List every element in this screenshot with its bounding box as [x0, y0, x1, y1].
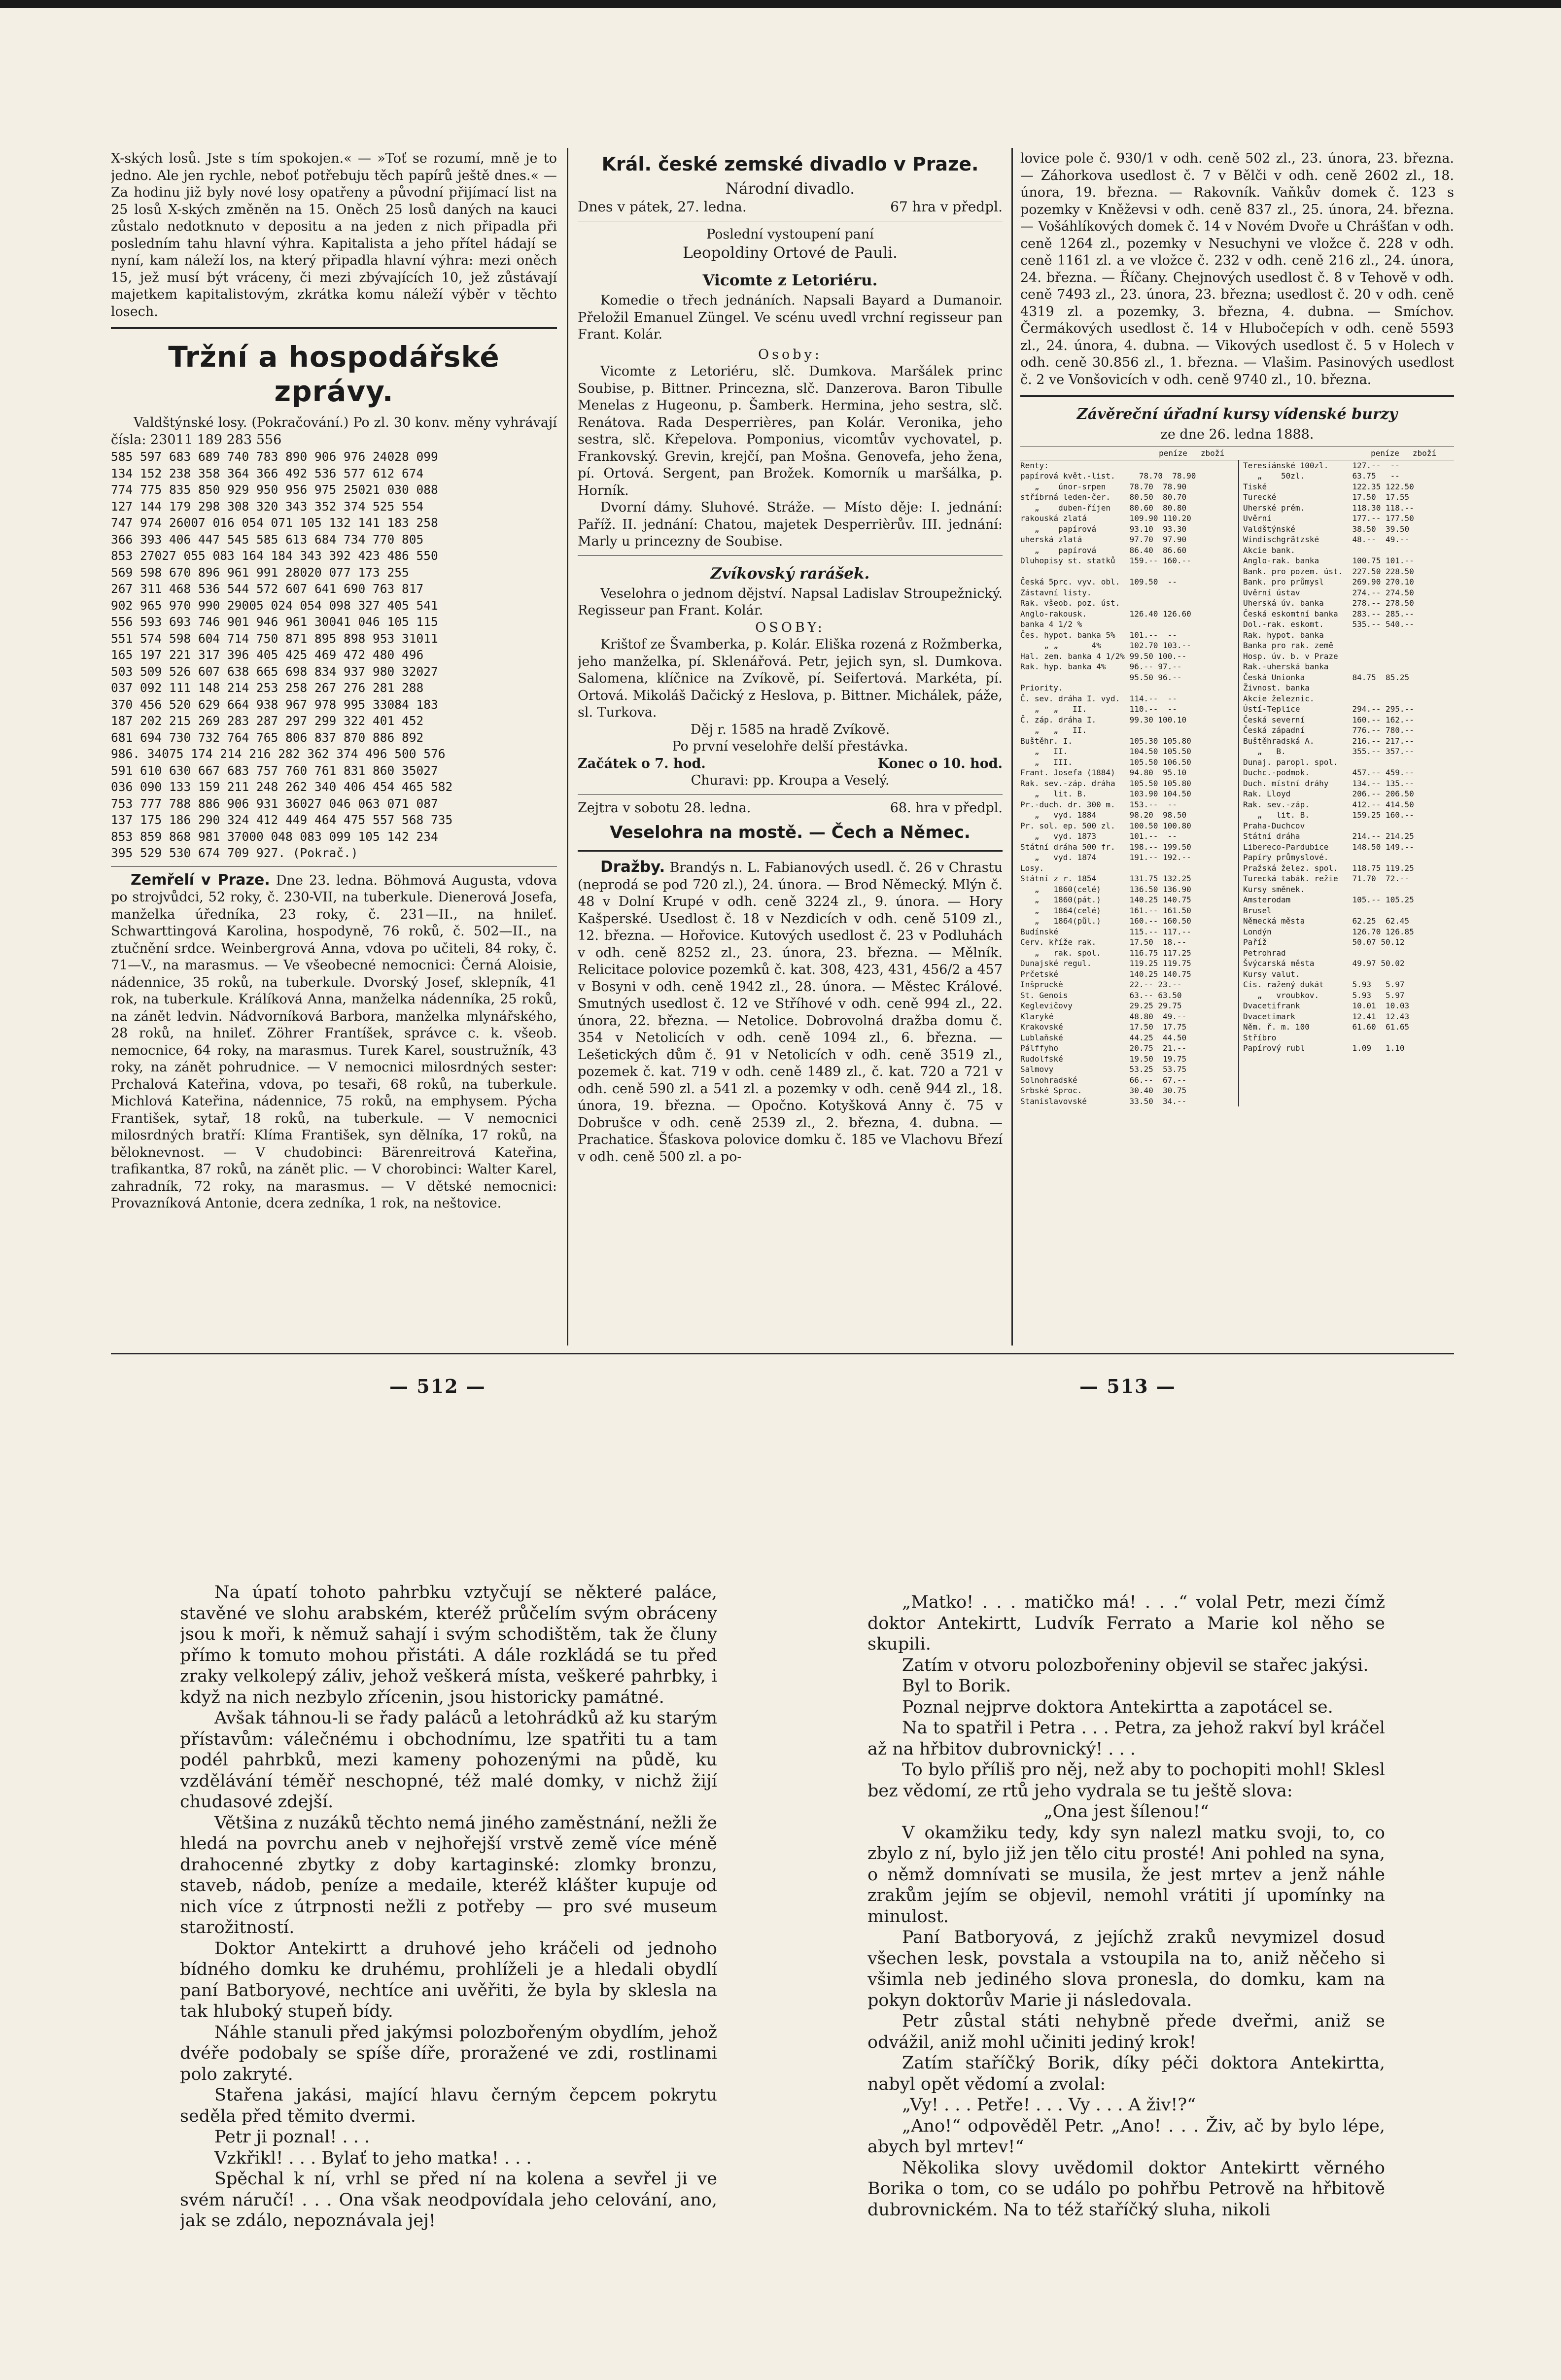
novel-paragraph: Petr zůstal státi nehybně přede dveřmi, aniž se odvážil, aniž mohl učiniti jediný krok! [867, 2011, 1385, 2052]
play-1-title: Vicomte z Letoriéru. [702, 272, 878, 289]
theatre-title: Král. české zemské divadlo v Praze. [601, 153, 979, 175]
column-rule-1 [567, 148, 568, 1345]
performance-date: Dnes v pátek, 27. ledna. [578, 199, 747, 215]
deaths-text: Dne 23. ledna. Böhmová Augusta, vdova po strojvůdci, 52 roky, č. 230-VII, na tuberkule. Dienerová Josefa, manželka úředníka, 23 roky, č. 231—II., na hnileť. Schwarttingová Karolina, hospodyně, 76 roků, č. 502—II., na ztučnění srdce. Weinbergrová Anna, vdova po učiteli, 84 roky, č. 71—V., na marasmus. — Ve všeobecné nemocnici: Černá Aloisie, nádennice, 35 roků, na tuberkule. Dvorský Josef, sklepník, 41 rok, na tuberkule. Králíková Anna, manželka nádenníka, 25 roků, na zánět ledvin. Nádvorníková Barbora, manželka mlynářského, 28 roků, na hnileť. Zöhrer Frantíšek, správce c. k. všeob. nemocnice, 64 roky, na marasmus. Turek Karel, soustružník, 43 roky, na zánět pohrudnice. — V nemocnici milosrdných sester: Prchalová Kateřina, vdova, po tesaři, 68 roků, na tuberkule. Michlová Kateřina, nádennice, 75 roků, na emphysem. Pýcha František, sytař, 18 roků, na tuberkule. — V nemocnici milosrdných bratří: Klíma František, syn dělníka, 17 roků, na běloknevnost. — V chudobinci: Bärenreitrová Kateřina, trafikantka, 87 roků, na zánět plic. — V chorobinci: Walter Karel, zahradník, 72 roky, na marasmus. — V dětské nemocnici: Provazníková Antonie, dcera zedníka, 1 rok, na neštovice. [111, 872, 557, 1211]
play-1-cast: Vicomte z Letoriéru, slč. Dumkova. Maršálek princ Soubise, p. Bittner. Princezna, slč. Danzerova. Baron Tibulle Menelas z Hugeonu, p. Šamberk. Hermina, jeho sestra, slč. Renátova. Rada Desperrières, pan Kolár. Veronika, jeho sestra, slč. Křepelova. Pomponius, vicomtův vychovatel, p. Frankovský. Grevin, krejčí, pan Mošna. Genovefa, jeho žena, pí. Ortová. Sergent, pan Brožek. Komorník u maršálka, p. Horník. [578, 364, 1003, 498]
last-performance: Poslední vystoupení paní [706, 226, 874, 242]
novel-paragraph: „Ano!“ odpověděl Petr. „Ano! . . . Živ, ač by bylo lépe, abych byl mrtev!“ [867, 2116, 1385, 2157]
market-news-title: Tržní a hospodářské zprávy. [168, 340, 500, 408]
col-goods-header: zboží [1200, 448, 1225, 458]
exchange-rates-date: ze dne 26. ledna 1888. [1160, 427, 1314, 442]
lottery-numbers: 585 597 683 689 740 783 890 906 976 24028 099 134 152 238 358 364 366 492 536 577 612 674 774 775 835 850 929 950 956 975 25021 030 088 127 144 179 298 308 320 343 352 374 525 554 747 974 26007 016 054 071 105 132 141 183 258 366 393 406 447 545 585 613 684 734 770 805 853 27027 055 083 164 184 343 392 423 486 550 569 598 670 896 961 991 28020 077 173 255 267 311 468 536 544 572 607 641 690 763 817 902 965 970 990 29005 024 054 098 327 405 541 556 593 693 746 901 946 961 30041 046 105 115 551 574 598 604 714 750 871 895 898 953 31011 165 197 221 317 396 405 425 469 472 480 496 503 509 526 607 638 665 698 834 937 980 32027 037 092 111 148 214 253 258 267 276 281 288 370 456 520 629 664 938 967 978 995 33084 183 187 202 215 269 283 287 297 299 322 401 452 681 694 730 732 764 765 806 837 870 886 892 986. 34075 174 214 216 282 362 374 496 500 576 591 610 630 667 683 757 760 761 831 860 35027 036 090 133 159 211 248 262 340 406 454 465 582 753 777 788 886 906 931 36027 046 063 071 087 137 175 186 290 324 412 449 464 475 557 568 735 853 859 868 981 37000 048 083 099 105 142 234 395 529 530 674 709 927. (Pokrač.) [111, 449, 453, 860]
novel-paragraph: „Vy! . . . Petře! . . . Vy . . . A živ!?“ [902, 2095, 1196, 2115]
divider [111, 866, 557, 867]
col-money-header-2: peníze [1371, 448, 1399, 458]
novel-paragraph: „Matko! . . . matičko má! . . .“ volal Petr, mezi čímž doktor Antekirtt, Ludvík Ferrato a Marie kol něho se skupili. [867, 1592, 1385, 1654]
novel-paragraph: Stařena jakási, mající hlavu černým čepcem pokrytu seděla před těmito dvermi. [180, 2085, 717, 2126]
novel-paragraph: Petr ji poznal! . . . [214, 2127, 370, 2147]
play-2-setting: Děj r. 1585 na hradě Zvíkově. [690, 722, 890, 737]
page-number-right: — 513 — [1079, 1375, 1176, 1397]
auctions-continued: lovice pole č. 930/1 v odh. ceně 502 zl., 23. února, 23. března. — Záhorkova usedlost č. 7 v Bělči v odh. ceně 2602 zl., 18. února, 19. března. — Rakovník. Vaňkův domek č. 123 s pozemky v Kněževsi v odh. ceně 837 zl., 25. února, 24. března. — Vošáhlíkových domek č. 14 v Novém Dvoře u Chrášťan v odh. ceně 1264 zl., pozemky v Nesuchyni ve vložce č. 228 v odh. ceně 1161 zl. a ve vložce č. 232 v odh. ceně 216 zl., 24. února, 24. března. — Říčany. Chejnových usedlost č. 8 v Tehově v odh. ceně 7493 zl., 23. února, 23. března; usedlost č. 20 v odh. ceně 4319 zl. a pozemky, 3. března, 4. dubna. — Smíchov. Čermákových usedlost č. 14 v Hlubočepích v odh. ceně 5593 zl., 24. února, 4. dubna. — Vikových usedlost č. 5 v Holech v odh. ceně 30.856 zl., 1. března. — Vlašim. Pasinových usedlost č. 2 ve Vonšovicích v odh. ceně 9740 zl., 10. března. [1020, 151, 1454, 387]
novel-paragraph: Zatím staříčký Borik, díky péči doktora Antekirtta, nabyl opět vědomí a zvolal: [867, 2053, 1385, 2094]
col-goods-header-2: zboží [1412, 448, 1437, 458]
novel-paragraph: Na to spatřil i Petra . . . Petra, za jehož rakví byl kráčel až na hřbitov dubrovnický! . . . [867, 1718, 1385, 1759]
novel-paragraph: Paní Batboryová, z jejíchž zraků nevymizel dosud všechen lesk, povstala a vstoupila na to, aniž něčeho si všimla neb jediného slova pronesla, do domku, kam na pokyn doktorův Marie ji následovala. [867, 1928, 1385, 2010]
divider [578, 794, 1003, 795]
column-rule-2 [1011, 148, 1013, 1345]
lottery-intro: Valdštýnské losy. (Pokračování.) Po zl. 30 konv. měny vyhrávají čísla: 23011 189 283 556 [111, 415, 557, 448]
tomorrow-subscription: 68. hra v předpl. [890, 800, 1003, 816]
rates-table-left: Renty: papírová květ.-list. 78.70 78.90 „ únor-srpen 78.70 78.90 stříbrná leden-čer. 80.50 80.70 „ duben-říjen 80.60 80.80 rakouská zlatá 109.90 110.20 „ papírová 93.10 93.30 uherská zlatá 97.70 97.90 „ papírová 86.40 86.60 Dluhopisy st. statků 159.-- 160.-- Česká 5prc. vyv. obl. 109.50 -- Zástavní listy. Rak. všeob. poz. úst. Anglo-rakousk. 126.40 126.60 banka 4 1/2 % Čes. hypot. banka 5% 101.-- -- „ „ 4% 102.70 103.-- Hal. zem. banka 4 1/2% 99.50 100.-- Rak. hyp. banka 4% 96.-- 97.-- 95.50 96.-- Priority. Č. sev. dráha I. vyd. 114.-- -- „ „ II. 110.-- -- Č. záp. dráha I. 99.30 100.10 „ „ II. Buštěhr. I. 105.30 105.80 „ II. 104.50 105.50 „ III. 105.50 106.50 Frant. Josefa (1884) 94.80 95.10 Rak. sev.-záp. dráha 105.50 105.80 „ lit. B. 103.90 104.50 Pr.-duch. dr. 300 m. 153.-- -- „ vyd. 1884 98.20 98.50 Pr. sol. ep. 500 zl. 100.50 100.80 „ vyd. 1873 101.-- -- Státní dráha 500 fr. 198.-- 199.50 „ vyd. 1874 191.-- 192.-- Losy. Státní z r. 1854 131.75 132.25 „ 1860(celé) 136.50 136.90 „ 1860(pát.) 140.25 140.75 „ 1864(celé) 161.-- 161.50 „ 1864(půl.) 160.-- 160.50 Budínské 115.-- 117.-- Cerv. kříže rak. 17.50 18.-- „ rak. spol. 116.75 117.25 Dunajské regul. 119.25 119.75 Prčetské 140.25 140.75 Inšpruckė 22.-- 23.-- St. Genois 63.-- 63.50 Keglevičovy 29.25 29.75 Klaryké 48.80 49.-- Krakovské 17.50 17.75 Lublaňské 44.25 44.50 Pálffyho 20.75 21.-- Rudolfské 19.50 19.75 Salmovy 53.25 53.75 Solnohradské 66.-- 67.-- Srbské Sproc. 30.40 30.75 Stanislavovské 33.50 34.-- [1020, 460, 1196, 1106]
column-1 [111, 150, 557, 1338]
novel-paragraph: Byl to Borik. [902, 1676, 1011, 1696]
novel-paragraph: Vzkřikl! . . . Bylať to jeho matka! . . . [214, 2148, 532, 2168]
novel-paragraph: Zatím v otvoru polozbořeniny objevil se stařec jakýsi. [902, 1655, 1369, 1675]
novel-paragraph: To bylo příliš pro něj, než aby to pochopiti mohl! Sklesl bez vědomí, ze rtů jeho vydrala se tu ještě slova: [867, 1760, 1385, 1801]
novel-paragraph: Poznal nejprve doktora Antekirtta a zapotácel se. [902, 1697, 1333, 1717]
column-2 [578, 150, 1003, 1338]
play-1-setting: Dvorní dámy. Sluhové. Stráže. — Místo děje: I. jednání: Paříž. II. jednání: Chatou, majetek Desperrièrův. III. jednání: Marly u princezny de Soubise. [578, 500, 1003, 549]
novel-paragraph: Doktor Antekirtt a druhové jeho kráčeli od jednoho bídného domku ke druhému, prohlíželi je a hledali obydlí paní Batboryové, nechtíce ani uvěřiti, že byla by sklesla na tak hluboký stupeň bídy. [180, 1938, 717, 2021]
auctions-text: Brandýs n. L. Fabianových usedl. č. 26 v Chrastu (neprodá se pod 720 zl.), 24. února. — Brod Německý. Mlýn č. 48 v Dolní Krupé v odh. ceně 3224 zl., 9. února. — Hory Kašperské. Usedlost č. 18 v Nezdicích v odh. ceně 5109 zl., 12. března. — Hořovice. Kutových usedlost č. 23 v Podluhách v odh. ceně 8252 zl., 23. února, 23. března. — Mělník. Relicitace polovice pozemků č. kat. 308, 423, 431, 456/2 a 457 v Bosyni v odh. ceně 1942 zl., 28. února. — Městec Králové. Smutných usedlost č. 12 ve Stříhové v odh. ceně 994 zl., 22. února, 22. března. — Netolice. Dobrovolná dražba domu č. 354 v Netolicích v odh. ceně 1094 zl., 6. března. — Lešetických dům č. 91 v Netolicích v odh. ceně 3519 zl., pozemek č. kat. 719 v odh. ceně 1489 zl., č. kat. 720 a 721 v odh. ceně 590 zl. a 541 zl. a pozemky v odh. ceně 944 zl., 18. února, 19. března. — Opočno. Kotyšková Anny č. 75 v Dobrušce v odh. ceně 2539 zl., 2. března, 4. dubna. — Prachatice. Šťaskova polovice domku č. 185 ve Vlachovu Březí v odh. ceně 500 zl. a po- [578, 860, 1003, 1165]
cast-label: Osoby: [758, 346, 822, 362]
novel-paragraph: V okamžiku tedy, kdy syn nalezl matku svoji, to, co zbylo z ní, bylo již jen tělo citu prosté! Ani pohled na syna, o němž domnívati se musila, že jest mrtev a jenž náhle zrakům jejím se objevil, nemohl vrátiti jí upomínky na minulost. [867, 1823, 1385, 1927]
end-time: Konec o 10. hod. [877, 756, 1003, 771]
novel-paragraph: Většina z nuzáků těchto nemá jiného zaměstnání, nežli že hledá na povrchu aneb v nejhořejší vrstvě země více méně drahocenné zbytky z doby kartaginské: zlomky bronzu, staveb, nádob, peníze a medaile, kteréž klášter kupuje od nich více z útrpnosti nežli z potřeby — pro své museum starožitností. [180, 1813, 717, 1937]
play-2-title: Zvíkovský rarášek. [710, 564, 870, 583]
theatre-subtitle: Národní divadlo. [725, 180, 855, 198]
rates-header [1020, 447, 1454, 460]
novel-paragraph: Na úpatí tohoto pahrbku vztyčují se některé paláce, stavěné ve slohu arabském, kteréž průčelím svým obráceny jsou k moři, k němuž sahají i svým schodištěm, tak že čluny přímo k tomuto mohou přistáti. A dále rozkládá se tu před zraky velkolepý záliv, jehož veškerá místa, veškeré pahrbky, i když na nich nezbylo zřícenin, jsou historicky památné. [180, 1583, 717, 1707]
subscription-number: 67 hra v předpl. [890, 199, 1003, 215]
ushers: Churavi: pp. Kroupa a Veselý. [691, 773, 890, 788]
novel-paragraph: „Ona jest šílenou!“ [1043, 1802, 1209, 1822]
cast-label-2: OSOBY: [755, 620, 825, 635]
rates-table-right: Teresiánské 100zl. 127.-- -- „ 50zl. 63.75 -- Tiské 122.35 122.50 Turecké 17.50 17.55 Uherské prém. 118.30 118.-- Uvěrní 177.-- 177.50 Valdštýnské 38.50 39.50 Windischgrätzské 48.-- 49.-- Akcie bank. Anglo-rak. banka 100.75 101.-- Bank. pro pozem. úst. 227.50 228.50 Bank. pro průmysl 269.90 270.10 Uvěrní ústav 274.-- 274.50 Uherská úv. banka 278.-- 278.50 Česká eskomtní banka 283.-- 285.-- Dol.-rak. eskomt. 535.-- 540.-- Rak. hypot. banka Banka pro rak. země Hosp. úv. b. v Praze Rak.-uherská banka Česká Unionka 84.75 85.25 Živnost. banka Akcie železnic. Ústí-Teplice 294.-- 295.-- Česká severní 160.-- 162.-- Česká západní 776.-- 780.-- Buštěhradská A. 216.-- 217.-- „ B. 355.-- 357.-- Dunaj. paropl. spol. Duchc.-podmok. 457.-- 459.-- Duch. místní dráhy 134.-- 135.-- Rak. Lloyd 206.-- 206.50 Rak. sev.-záp. 412.-- 414.50 „ lit. B. 159.25 160.-- Praha-Duchcov Státní dráha 214.-- 214.25 Libereco-Pardubice 148.50 149.-- Papíry průmyslové. Pražská želez. spol. 118.75 119.25 Turecká tabák. režie 71.70 72.-- Kursy směnek. Amsterodam 105.-- 105.25 Brusel Německá města 62.25 62.45 Londýn 126.70 126.85 Paříž 50.07 50.12 Petrohrad Švýcarská města 49.97 50.02 Kursy valut. Cís. ražený dukát 5.93 5.97 „ vroubkov. 5.93 5.97 Dvacetifrank 10.01 10.03 Dvacetimark 12.41 12.43 Něm. ř. m. 100 61.60 61.65 Stříbro Papírový rubl 1.09 1.10 [1243, 460, 1414, 1053]
divider [578, 850, 1003, 852]
divider [578, 555, 1003, 556]
play-2-description: Veselohra o jednom dějství. Napsal Ladislav Stroupežnický. Regisseur pan Frant. Kolár. [578, 586, 1003, 618]
tomorrow-date: Zejtra v sobotu 28. ledna. [578, 800, 751, 816]
novel-column-left [180, 1582, 717, 2297]
novel-paragraph: Několika slovy uvědomil doktor Antekirtt věrného Borika o tom, co se událo po pohřbu Petrově na hřbitově dubrovnickém. Na to též staříčký sluha, nikoli [867, 2158, 1385, 2220]
column-3 [1020, 150, 1454, 1338]
tomorrow-play: Veselohra na mostě. — Čech a Němec. [610, 823, 971, 842]
divider [1020, 395, 1454, 397]
play-1-description: Komedie o třech jednáních. Napsali Bayard a Dumanoir. Přeložil Emanuel Züngel. Ve scénu uvedl vrchní regisseur pan Frant. Kolár. [578, 293, 1003, 342]
deaths-title: Zemřelí v Praze. [131, 871, 270, 889]
page-fold-rule [111, 1353, 1454, 1354]
page-number-left: — 512 — [389, 1375, 486, 1397]
play-2-cast: Krištof ze Švamberka, p. Kolár. Eliška rozená z Rožmberka, jeho manželka, pí. Sklenářová. Petr, jejich syn, sl. Dumkova. Salomena, klíčnice na Zvíkově, pí. Seifertová. Markéta, pí. Ortová. Mikoláš Dačický z Heslova, p. Bittner. Michálek, páže, sl. Turkova. [578, 637, 1003, 720]
novel-paragraph: Spěchal k ní, vrhl se před ní na kolena a sevřel ji ve svém náručí! . . . Ona však neodpovídala jeho celování, ano, jak se zdálo, nepoznávala jej! [180, 2169, 717, 2231]
auctions-label: Dražby. [600, 858, 665, 876]
divider [111, 327, 557, 329]
top-edge [0, 0, 1561, 8]
intermission-note: Po první veselohře delší přestávka. [672, 739, 908, 754]
start-time: Začátek o 7. hod. [578, 756, 706, 771]
novel-paragraph: Náhle stanuli před jakýmsi polozbořeným obydlím, jehož dvéře podobaly se spíše díře, proražené ve zdi, rostlinami polo zakryté. [180, 2022, 717, 2084]
novel-column-right [867, 1592, 1385, 2307]
col-money-header: peníze [1159, 448, 1187, 458]
exchange-rates-title: Závěreční úřadní kursy vídenské burzy [1076, 406, 1398, 423]
actress-name: Leopoldiny Ortové de Pauli. [683, 244, 898, 262]
novel-paragraph: Avšak táhnou-li se řady paláců a letohrádků až ku starým přístavům: válečnému i obchodnímu, lze spatřiti tu a tam podél pahrbků, mezi kameny pohozenými na půdě, ku vzdělávání téměř neschopné, též malé domky, v nichž žijí chudasové zdejší. [180, 1708, 717, 1812]
lottery-story-end: X-ských losů. Jste s tím spokojen.« — »Toť se rozumí, mně je to jedno. Ale jen rychle, neboť potřebuju těch papírů ještě dnes.« — Za hodinu již byly nové losy opatřeny a původní přijímací list na 25 losů X-ských změněn na 15. Oněch 25 losů daných na kauci zůstalo nedotknuto v depositu a na jeden z nich připadla při posledním tahu hlavní výhra. Kapitalista a jeho přítel hádají se nyní, kam náleží los, na který připadla hlavní výhra: mezi oněch 15, jež musí být vráceny, či mezi zbývajících 10, jež zůstávají majetkem kapitalistovým, zkrátka komu náleží výběr v těchto losech. [111, 151, 557, 319]
